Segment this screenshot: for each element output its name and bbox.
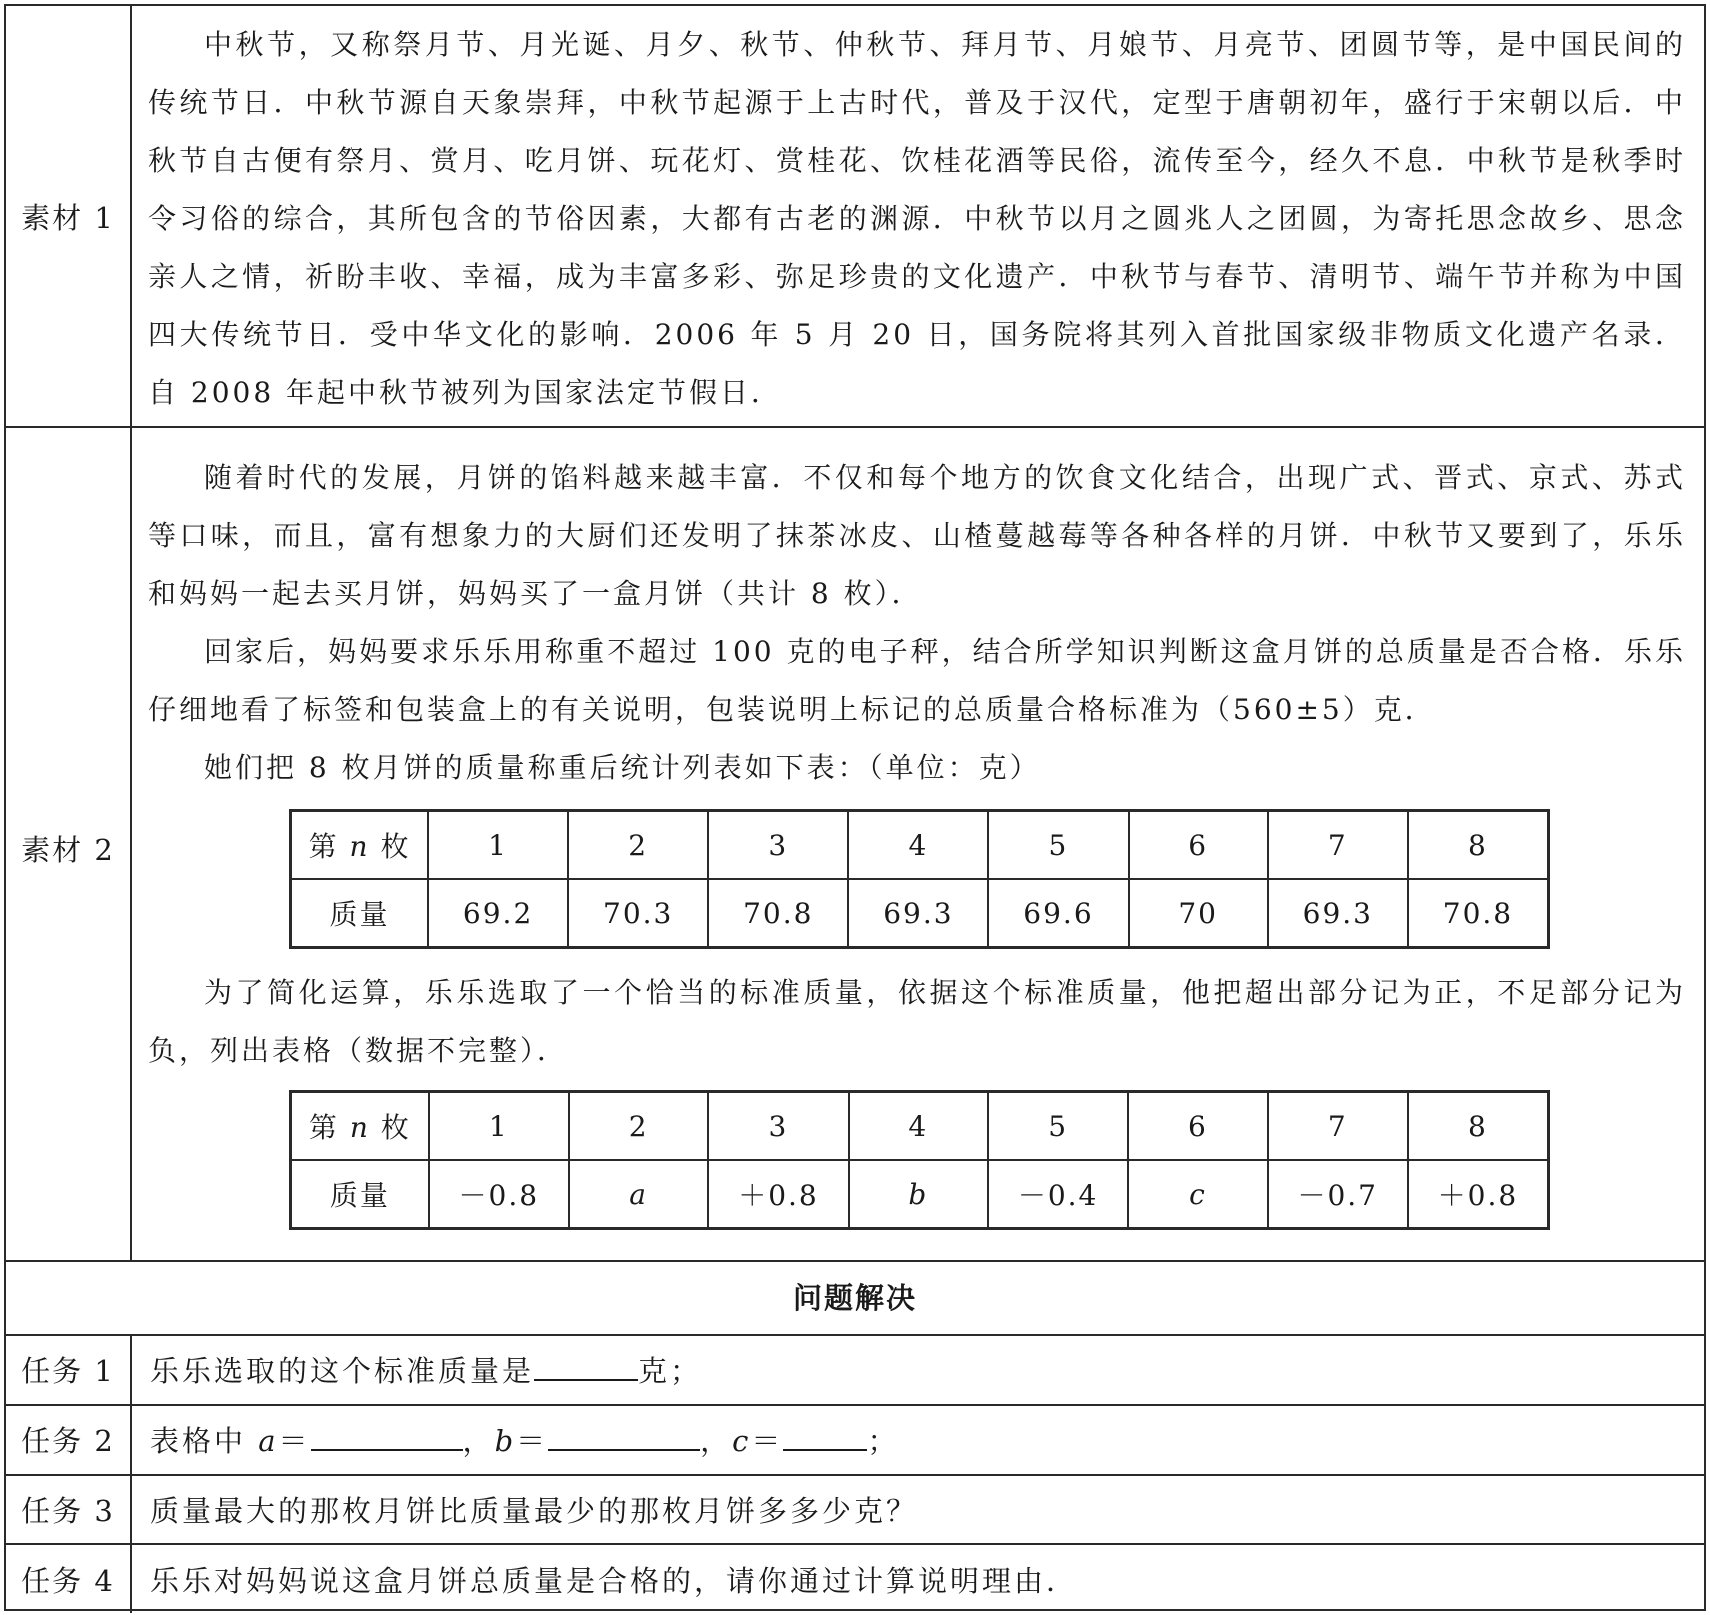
table-cell: 4 — [848, 811, 988, 880]
table-cell: 6 — [1128, 1092, 1268, 1161]
table-cell: 3 — [708, 1092, 848, 1161]
table-cell: 70.8 — [708, 879, 848, 948]
task2-label: 任务 2 — [21, 1424, 115, 1458]
task2-text: 表格中 a＝ ，b＝ ，c＝ ； — [150, 1419, 1686, 1460]
table-cell: 2 — [569, 1092, 709, 1161]
table-cell: 7 — [1268, 811, 1408, 880]
table-cell: 70 — [1129, 879, 1268, 948]
worksheet-frame — [4, 4, 1706, 1611]
table-row-label: 质量 — [291, 879, 429, 948]
table-cell: 5 — [988, 1092, 1128, 1161]
table-cell: －0.8 — [429, 1160, 569, 1229]
table-cell: 69.3 — [1268, 879, 1408, 948]
table-cell: 1 — [429, 1092, 569, 1161]
table-cell: 69.3 — [848, 879, 988, 948]
table-cell: 70.8 — [1408, 879, 1549, 948]
material2-para2: 回家后，妈妈要求乐乐用称重不超过 100 克的电子秤，结合所学知识判断这盒月饼的总质量是否合格．乐乐仔细地看了标签和包装盒上的有关说明，包装说明上标记的总质量合格标准为（560±5）克． — [148, 635, 1686, 726]
table-row-label: 质量 — [291, 1160, 429, 1229]
table-cell: 4 — [849, 1092, 989, 1161]
row-line-4 — [6, 1404, 1704, 1406]
row-line-1 — [6, 426, 1704, 428]
answer-blank-c[interactable] — [783, 1421, 867, 1451]
table-cell: 7 — [1268, 1092, 1408, 1161]
table-cell: 8 — [1408, 811, 1549, 880]
task4-text: 乐乐对妈妈说这盒月饼总质量是合格的，请你通过计算说明理由． — [150, 1564, 1079, 1598]
material2-para4: 为了简化运算，乐乐选取了一个恰当的标准质量，依据这个标准质量，他把超出部分记为正，不足部分记为负，列出表格（数据不完整）． — [148, 976, 1686, 1067]
weight-table — [289, 809, 1550, 949]
table-cell: 3 — [708, 811, 848, 880]
table-row — [291, 1160, 1549, 1229]
table-cell: a — [569, 1160, 709, 1229]
table-row — [291, 1092, 1549, 1161]
answer-blank-a[interactable] — [311, 1421, 463, 1451]
table-cell: 1 — [428, 811, 568, 880]
section-title: 问题解决 — [792, 1281, 917, 1315]
row-line-3 — [6, 1334, 1704, 1336]
task1-label: 任务 1 — [21, 1354, 115, 1388]
task3-label: 任务 3 — [21, 1494, 115, 1528]
deviation-table — [289, 1090, 1550, 1230]
task3-text: 质量最大的那枚月饼比质量最少的那枚月饼多多少克？ — [150, 1494, 919, 1528]
material1-paragraph: 中秋节，又称祭月节、月光诞、月夕、秋节、仲秋节、拜月节、月娘节、月亮节、团圆节等，是中国民间的传统节日．中秋节源自天象崇拜，中秋节起源于上古时代，普及于汉代，定型于唐朝初年，盛行于宋朝以后．中秋节自古便有祭月、赏月、吃月饼、玩花灯、赏桂花、饮桂花酒等民俗，流传至今，经久不息．中秋节是秋季时令习俗的综合，其所包含的节俗因素，大都有古老的渊源．中秋节以月之圆兆人之团圆，为寄托思念故乡、思念亲人之情，祈盼丰收、幸福，成为丰富多彩、弥足珍贵的文化遗产．中秋节与春节、清明节、端午节并称为中国四大传统节日．受中华文化的影响．2006 年 5 月 20 日，国务院将其列入首批国家级非物质文化遗产名录．自 2008 年起中秋节被列为国家法定节假日． — [148, 28, 1686, 409]
material2-text-mid — [148, 964, 1686, 1080]
table-cell: 69.6 — [988, 879, 1128, 948]
row-line-6 — [6, 1543, 1704, 1545]
table-cell: －0.4 — [988, 1160, 1128, 1229]
row-line-2 — [6, 1260, 1704, 1262]
task1-text: 乐乐选取的这个标准质量是 克； — [150, 1349, 1686, 1390]
table-cell: 2 — [568, 811, 708, 880]
table-cell: 6 — [1129, 811, 1268, 880]
answer-blank-b[interactable] — [548, 1421, 700, 1451]
table-cell: 5 — [988, 811, 1128, 880]
table-cell: ＋0.8 — [1408, 1160, 1549, 1229]
table-cell: 69.2 — [428, 879, 568, 948]
table-cell: 8 — [1408, 1092, 1549, 1161]
material2-label: 素材 2 — [21, 833, 115, 867]
table-header-cell: 第 n 枚 — [291, 811, 429, 880]
material2-text-top — [148, 449, 1686, 797]
table-cell: ＋0.8 — [708, 1160, 848, 1229]
material2-para1: 随着时代的发展，月饼的馅料越来越丰富．不仅和每个地方的饮食文化结合，出现广式、晋式、京式、苏式等口味，而且，富有想象力的大厨们还发明了抹茶冰皮、山楂蔓越莓等各种各样的月饼．中秋节又要到了，乐乐和妈妈一起去买月饼，妈妈买了一盒月饼（共计 8 枚）． — [148, 461, 1686, 610]
table-cell: 70.3 — [568, 879, 708, 948]
row-line-5 — [6, 1474, 1704, 1476]
table-row — [291, 879, 1549, 948]
table-cell: －0.7 — [1268, 1160, 1408, 1229]
material1-text — [148, 16, 1686, 422]
table-cell: c — [1128, 1160, 1268, 1229]
material1-label: 素材 1 — [21, 201, 115, 235]
table-row — [291, 811, 1549, 880]
material2-para3: 她们把 8 枚月饼的质量称重后统计列表如下表：（单位：克） — [204, 751, 1041, 784]
table-cell: b — [849, 1160, 989, 1229]
label-divider-top — [130, 6, 132, 1260]
task4-label: 任务 4 — [21, 1564, 115, 1598]
answer-blank[interactable] — [534, 1351, 638, 1381]
table-header-cell: 第 n 枚 — [291, 1092, 429, 1161]
